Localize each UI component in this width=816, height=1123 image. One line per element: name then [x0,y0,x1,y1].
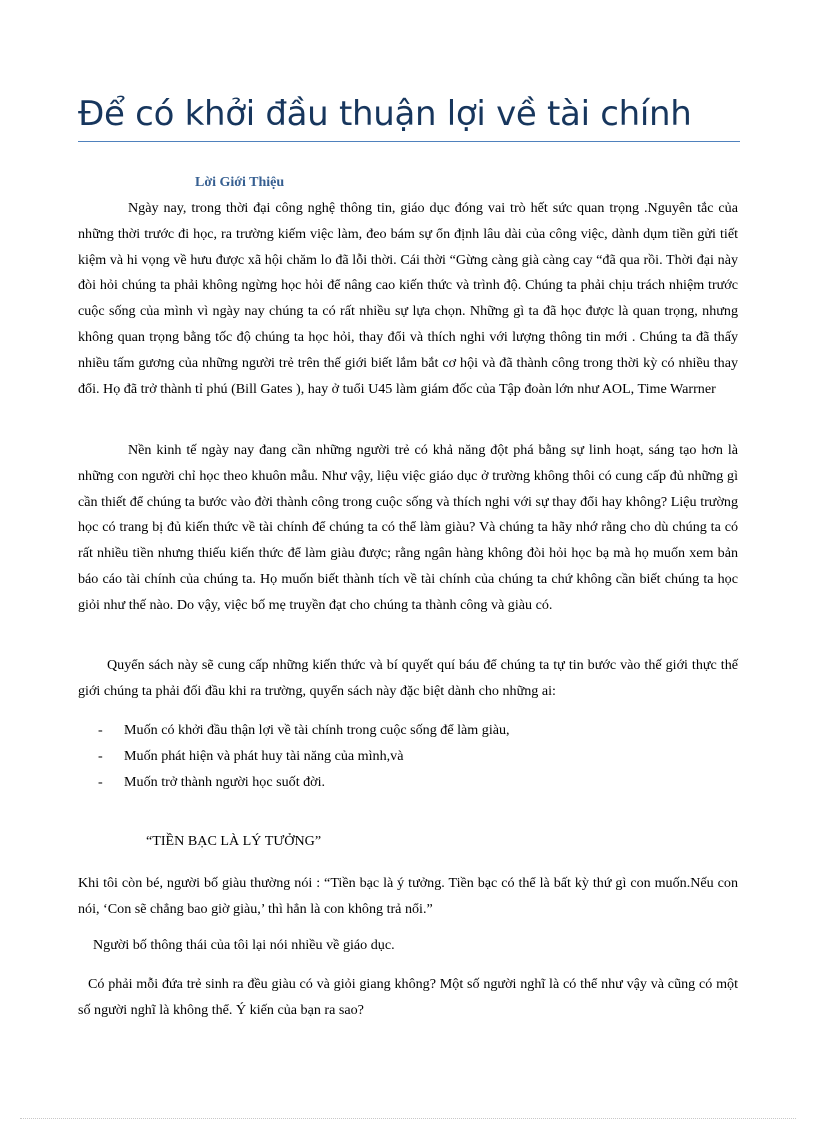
title-underline [78,141,740,142]
list-item [98,717,510,743]
section-heading: “TIỀN BẠC LÀ LÝ TƯỞNG” [146,833,322,849]
paragraph-rich-dad-quote: Khi tôi còn bé, người bố giàu thường nói : “Tiền bạc là ý tưởng. Tiền bạc có thể là bất kỳ thứ gì con muốn.Nếu con nói, ‘Con sẽ chẳng bao giờ giàu,’ thì hẳn là con không trả nổi.” [78,875,738,917]
paragraph-book-purpose: Quyển sách này sẽ cung cấp những kiến thức và bí quyết quí báu để chúng ta tự tin bước vào thế giới thực thế giới chúng ta phải đối đầu khi ra trường, quyển sách này đặc biệt dành cho những ai: [78,657,738,699]
list-dash: - [98,722,103,738]
list-item-text: Muốn trở thành người học suốt đời. [124,774,326,790]
section-subtitle: Lời Giới Thiệu [195,175,285,190]
paragraph-intro: Ngày nay, trong thời đại công nghệ thông tin, giáo dục đóng vai trò hết sức quan trọng .Nguyên tắc của những thời trước đi học, ra trường kiếm việc làm, đeo bám sự ổn định lâu dài của công việc, dành dụm tiền gửi tiết kiệm và hi vọng về hưu được xã hội chăm lo đã lỗi thời. Cái thời “Gừng càng già càng cay “đã qua rồi. Thời đại này đòi hỏi chúng ta phải không ngừng học hỏi để nâng cao kiến thức và trình độ. Chúng ta phải chịu trách nhiệm trước cuộc sống của mình vì ngày nay chúng ta có rất nhiều sự lựa chọn. Những gì ta đã học được là quan trọng, nhưng không quan trọng bằng tốc độ chúng ta học hỏi, thay đổi và thích nghi với lượng thông tin mới . Chúng ta đã thấy nhiều tấm gương của những người trẻ trên thế giới biết lắm bắt cơ hội và đã thành công trong thời kỳ có nhiều thay đổi. Họ đã trở thành tỉ phú (Bill Gates ), hay ở tuổi U45 làm giám đốc của Tập đoàn lớn như AOL, Time Warrner [78,200,738,397]
audience-list [98,717,510,795]
paragraph-wise-dad: Người bố thông thái của tôi lại nói nhiều về giáo dục. [93,937,395,953]
paragraph-economy: Nền kinh tế ngày nay đang cần những người trẻ có khả năng đột phá bằng sự linh hoạt, sáng tạo hơn là những con người chỉ học theo khuôn mẫu. Như vậy, liệu việc giáo dục ở trường không thôi có cung cấp đủ những gì cần thiết để chúng ta bước vào đời thành công trong cuộc sống và thích nghi với sự thay đổi hay không? Liệu trường học có trang bị đủ kiến thức về tài chính để chúng ta có thể làm giàu? Và chúng ta hãy nhớ rằng cho dù chúng ta có rất nhiều tiền nhưng thiếu kiến thức để làm giàu được; rằng ngân hàng không đòi hỏi học bạ mà họ muốn xem bản báo cáo tài chính của chúng ta. Họ muốn biết thành tích về tài chính của chúng ta chứ không cần biết chúng ta học giỏi như thế nào. Do vậy, việc bố mẹ truyền đạt cho chúng ta thành công và giàu có. [78,442,738,613]
list-item [98,743,510,769]
list-item [98,769,510,795]
list-item-text: Muốn có khởi đầu thận lợi về tài chính trong cuộc sống để làm giàu, [124,722,510,738]
list-item-text: Muốn phát hiện và phát huy tài năng của mình,và [124,748,404,764]
page-bottom-border [20,1118,796,1119]
list-dash: - [98,748,103,764]
list-dash: - [98,774,103,790]
document-title: Để có khởi đầu thuận lợi về tài chính [78,94,692,134]
paragraph-question: Có phải mỗi đứa trẻ sinh ra đều giàu có và giỏi giang không? Một số người nghĩ là có thể như vậy và cũng có một số người nghĩ là không thể. Ý kiến của bạn ra sao? [78,976,738,1018]
